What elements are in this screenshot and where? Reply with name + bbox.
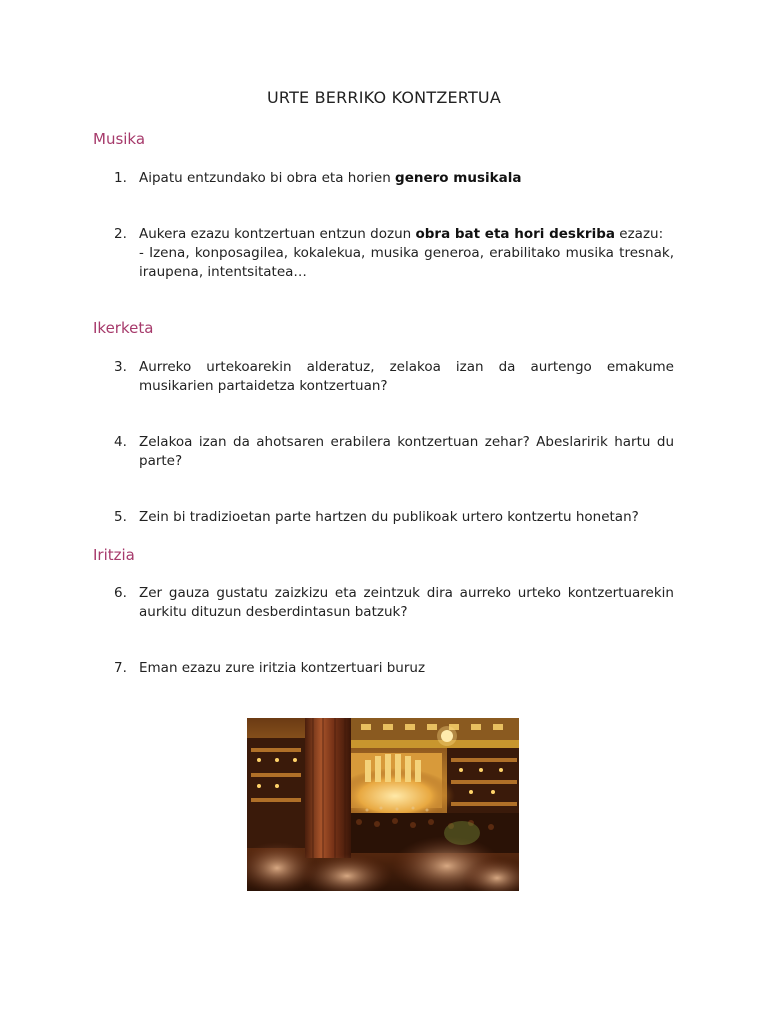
question-3	[114, 358, 674, 396]
question-number: 4.	[114, 434, 127, 450]
question-text-plain: Aipatu entzundako bi obra eta horien	[139, 170, 396, 186]
question-text	[139, 225, 674, 282]
question-text	[139, 169, 674, 188]
question-text: Zein bi tradizioetan parte hartzen du publikoak urtero kontzertu honetan?	[139, 509, 639, 525]
concert-hall-photo	[247, 718, 519, 891]
question-first-line	[139, 225, 674, 244]
document-title: URTE BERRIKO KONTZERTUA	[267, 88, 501, 107]
question-text: Zelakoa izan da ahotsaren erabilera kontzertuan zehar? Abeslaririk hartu du parte?	[139, 434, 674, 469]
question-2	[114, 225, 674, 282]
question-7	[114, 659, 674, 678]
question-text: Zer gauza gustatu zaizkizu eta zeintzuk dira aurreko urteko kontzertuarekin aurkitu dituzun desberdintasun batzuk?	[139, 585, 674, 620]
question-text-plain-after: ezazu:	[614, 226, 664, 242]
question-number: 3.	[114, 359, 127, 375]
question-number: 5.	[114, 509, 127, 525]
question-number: 7.	[114, 660, 127, 676]
question-6	[114, 584, 674, 622]
question-number: 6.	[114, 585, 127, 601]
section-heading-ikerketa: Ikerketa	[93, 319, 154, 337]
question-text: Aurreko urtekoarekin alderatuz, zelakoa izan da aurtengo emakume musikarien partaidetza kontzertuan?	[139, 359, 674, 394]
question-1	[114, 169, 674, 188]
question-number: 2.	[114, 226, 127, 242]
question-number: 1.	[114, 170, 127, 186]
concert-hall-illustration	[247, 718, 519, 891]
section-heading-musika: Musika	[93, 130, 146, 148]
question-text: Eman ezazu zure iritzia kontzertuari buruz	[139, 660, 426, 676]
question-text-bold: genero musikala	[395, 170, 522, 186]
question-5	[114, 508, 674, 527]
question-text-bold: obra bat eta hori deskriba	[415, 226, 615, 242]
question-4	[114, 433, 674, 471]
question-detail-list: - Izena, konposagilea, kokalekua, musika generoa, erabilitako musika tresnak, iraupena, intentsitatea…	[139, 245, 674, 280]
question-text-plain: Aukera ezazu kontzertuan entzun dozun	[139, 226, 416, 242]
section-heading-iritzia: Iritzia	[93, 546, 135, 564]
